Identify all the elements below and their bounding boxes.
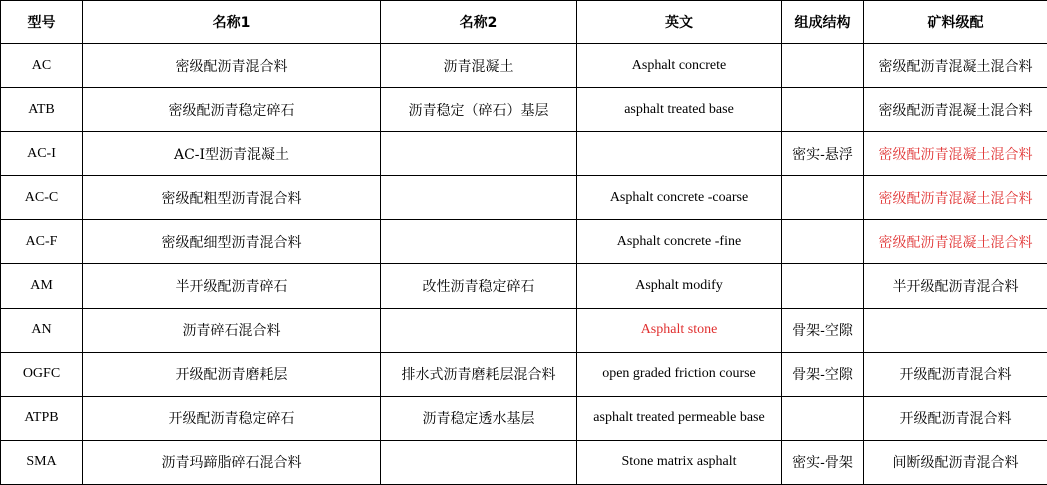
cell-structure — [782, 44, 864, 88]
table-row — [1, 352, 1047, 396]
cell-name2 — [381, 440, 577, 484]
cell-structure — [782, 396, 864, 440]
cell-name2 — [381, 176, 577, 220]
cell-name1: 半开级配沥青碎石 — [83, 264, 381, 308]
cell-gradation: 密级配沥青混凝土混合料 — [864, 88, 1047, 132]
cell-name1: AC-I型沥青混凝土 — [83, 132, 381, 176]
cell-code: AM — [1, 264, 83, 308]
table-row — [1, 308, 1047, 352]
table-body — [1, 44, 1047, 485]
cell-gradation: 密级配沥青混凝土混合料 — [864, 132, 1047, 176]
cell-code: AN — [1, 308, 83, 352]
cell-gradation — [864, 308, 1047, 352]
cell-name2: 沥青混凝土 — [381, 44, 577, 88]
cell-name1: 开级配沥青稳定碎石 — [83, 396, 381, 440]
cell-name2: 排水式沥青磨耗层混合料 — [381, 352, 577, 396]
cell-structure: 密实-悬浮 — [782, 132, 864, 176]
table-row — [1, 176, 1047, 220]
cell-code: AC-F — [1, 220, 83, 264]
cell-structure: 骨架-空隙 — [782, 352, 864, 396]
cell-name2: 改性沥青稳定碎石 — [381, 264, 577, 308]
cell-english: asphalt treated base — [577, 88, 782, 132]
cell-structure — [782, 176, 864, 220]
cell-name2 — [381, 308, 577, 352]
table-row — [1, 220, 1047, 264]
header-row — [1, 1, 1047, 44]
table-row — [1, 88, 1047, 132]
cell-code: ATB — [1, 88, 83, 132]
header-name2: 名称2 — [381, 1, 577, 44]
cell-code: AC-I — [1, 132, 83, 176]
cell-gradation: 间断级配沥青混合料 — [864, 440, 1047, 484]
table-row — [1, 264, 1047, 308]
cell-structure: 密实-骨架 — [782, 440, 864, 484]
table-row — [1, 440, 1047, 484]
cell-structure — [782, 88, 864, 132]
cell-name2 — [381, 132, 577, 176]
cell-name2: 沥青稳定（碎石）基层 — [381, 88, 577, 132]
cell-gradation: 开级配沥青混合料 — [864, 396, 1047, 440]
cell-name1: 密级配细型沥青混合料 — [83, 220, 381, 264]
cell-structure — [782, 264, 864, 308]
cell-name1: 密级配沥青混合料 — [83, 44, 381, 88]
cell-name1: 沥青玛蹄脂碎石混合料 — [83, 440, 381, 484]
cell-english: Asphalt modify — [577, 264, 782, 308]
cell-structure: 骨架-空隙 — [782, 308, 864, 352]
cell-gradation: 开级配沥青混合料 — [864, 352, 1047, 396]
cell-code: OGFC — [1, 352, 83, 396]
cell-code: AC — [1, 44, 83, 88]
cell-structure — [782, 220, 864, 264]
cell-code: SMA — [1, 440, 83, 484]
cell-name1: 密级配沥青稳定碎石 — [83, 88, 381, 132]
header-english: 英文 — [577, 1, 782, 44]
header-name1: 名称1 — [83, 1, 381, 44]
cell-code: AC-C — [1, 176, 83, 220]
cell-english — [577, 132, 782, 176]
table-row — [1, 396, 1047, 440]
cell-code: ATPB — [1, 396, 83, 440]
cell-english: asphalt treated permeable base — [577, 396, 782, 440]
cell-name1: 开级配沥青磨耗层 — [83, 352, 381, 396]
table-row — [1, 44, 1047, 88]
cell-name2 — [381, 220, 577, 264]
cell-english: open graded friction course — [577, 352, 782, 396]
cell-gradation: 密级配沥青混凝土混合料 — [864, 44, 1047, 88]
cell-english: Asphalt stone — [577, 308, 782, 352]
table-row — [1, 132, 1047, 176]
cell-gradation: 密级配沥青混凝土混合料 — [864, 220, 1047, 264]
cell-name1: 密级配粗型沥青混合料 — [83, 176, 381, 220]
cell-english: Asphalt concrete -fine — [577, 220, 782, 264]
header-structure: 组成结构 — [782, 1, 864, 44]
cell-english: Asphalt concrete — [577, 44, 782, 88]
header-code: 型号 — [1, 1, 83, 44]
cell-name1: 沥青碎石混合料 — [83, 308, 381, 352]
cell-gradation: 密级配沥青混凝土混合料 — [864, 176, 1047, 220]
cell-gradation: 半开级配沥青混合料 — [864, 264, 1047, 308]
cell-english: Stone matrix asphalt — [577, 440, 782, 484]
cell-name2: 沥青稳定透水基层 — [381, 396, 577, 440]
header-gradation: 矿料级配 — [864, 1, 1047, 44]
cell-english: Asphalt concrete -coarse — [577, 176, 782, 220]
